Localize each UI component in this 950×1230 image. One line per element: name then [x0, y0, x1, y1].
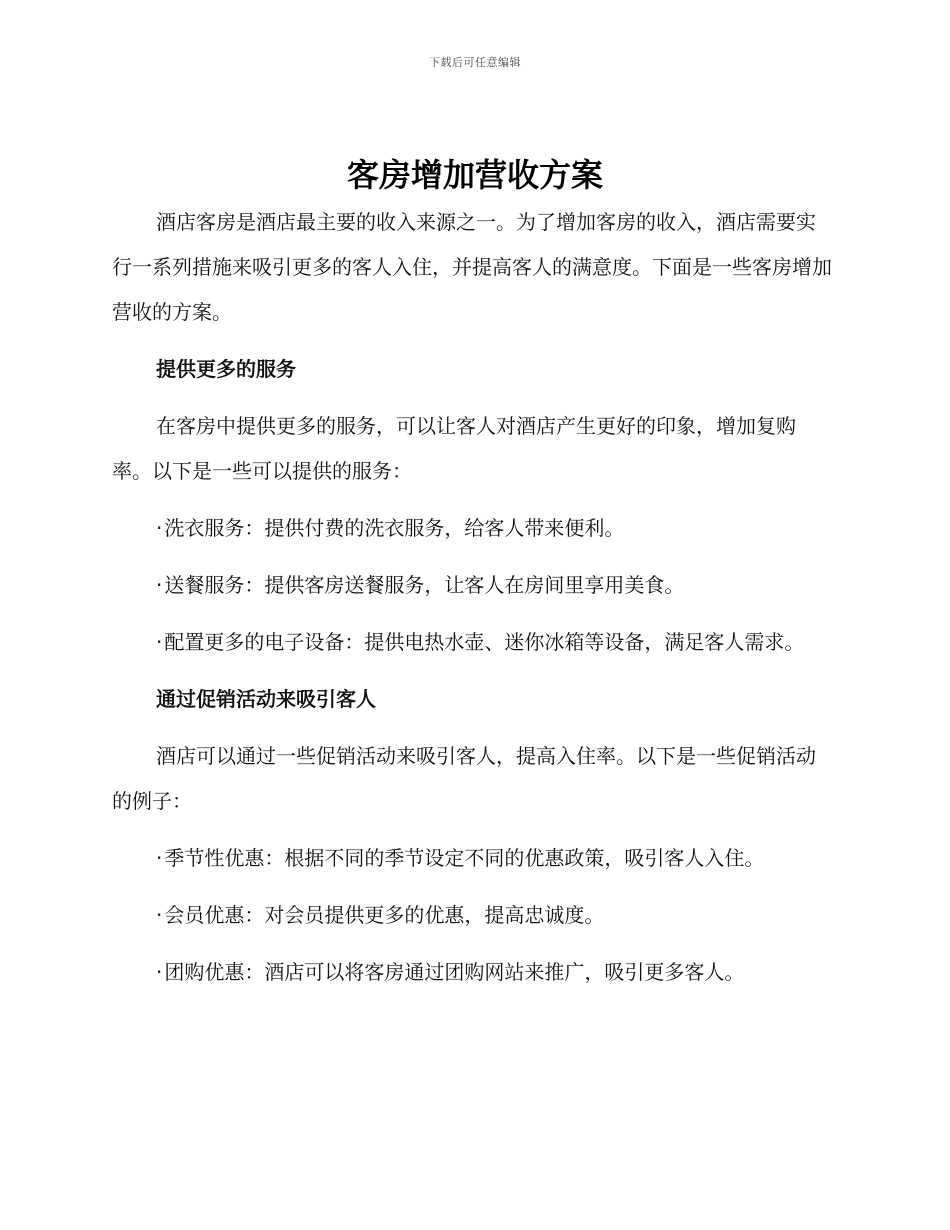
bullet-dot: · — [156, 846, 163, 870]
bullet-item — [112, 950, 832, 995]
bullet-text: 配置更多的电子设备：提供电热水壶、迷你冰箱等设备，满足客人需求。 — [164, 630, 805, 654]
bullet-item — [112, 620, 832, 665]
section-heading-services: 提供更多的服务 — [156, 357, 296, 381]
bullet-dot: · — [156, 960, 163, 984]
document-title: 客房增加营收方案 — [346, 156, 603, 194]
bullet-item — [112, 836, 832, 881]
bullet-dot: · — [156, 516, 163, 540]
bullet-text: 团购优惠：酒店可以将客房通过团购网站来推广，吸引更多客人。 — [164, 960, 745, 984]
bullet-item — [112, 893, 832, 938]
bullet-text: 洗衣服务：提供付费的洗衣服务，给客人带来便利。 — [164, 516, 625, 540]
intro-paragraph: 酒店客房是酒店最主要的收入来源之一。为了增加客房的收入，酒店需要实行一系列措施来吸引更多的客人入住，并提高客人的满意度。下面是一些客房增加营收的方案。 — [112, 210, 832, 324]
bullet-item — [112, 506, 832, 551]
bullet-text: 季节性优惠：根据不同的季节设定不同的优惠政策，吸引客人入住。 — [164, 846, 765, 870]
section-intro-services: 在客房中提供更多的服务，可以让客人对酒店产生更好的印象，增加复购率。以下是一些可以提供的服务： — [112, 414, 796, 483]
bullet-dot: · — [156, 903, 163, 927]
bullet-item — [112, 563, 832, 608]
document-body — [112, 200, 832, 1007]
section-heading-promotions: 通过促销活动来吸引客人 — [156, 687, 376, 711]
bullet-dot: · — [156, 573, 163, 597]
section-intro-promotions: 酒店可以通过一些促销活动来吸引客人，提高入住率。以下是一些促销活动的例子： — [112, 744, 816, 813]
bullet-text: 会员优惠：对会员提供更多的优惠，提高忠诚度。 — [164, 903, 605, 927]
bullet-dot: · — [156, 630, 163, 654]
header-note: 下载后可任意编辑 — [429, 56, 521, 69]
bullet-text: 送餐服务：提供客房送餐服务，让客人在房间里享用美食。 — [164, 573, 685, 597]
